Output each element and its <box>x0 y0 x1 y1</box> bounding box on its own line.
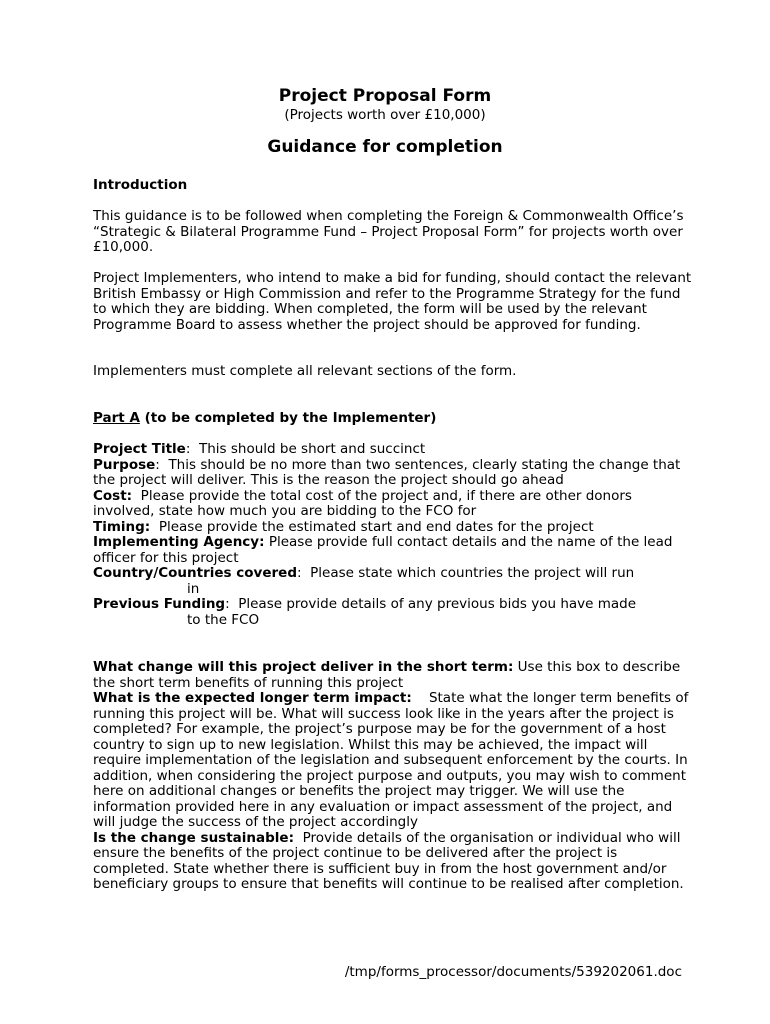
intro-paragraph-1-text: This guidance is to be followed when completing the Foreign & Commonwealth Office’s “Strategic & Bilateral Programme Fund – Project Proposal Form” for projects worth over £10,000. <box>93 208 684 255</box>
field-continuation: in <box>187 580 200 597</box>
field-sep: : <box>297 565 311 581</box>
question-text: State what the longer term benefits of running this project will be. What will success look like in the years after the project is completed? For example, the project’s purpose may be for the government of a host country to sign up to new legislation. Whilst this may be achieved, the impact will require implementation of the legislation and subsequent enforcement by the courts. In addition, when considering the project purpose and outputs, you may wish to comment here on additional changes or benefits the project may trigger. We will use the information provided here in any evaluation or impact assessment of the project, and will judge the success of the project accordingly <box>93 690 689 830</box>
question-sustainable <box>93 831 693 893</box>
field-sep <box>132 488 141 504</box>
field-text: Please provide the total cost of the project and, if there are other donors involved, state how much you are bidding to the FCO for <box>93 487 632 519</box>
question-text: Use this box to describe the short term benefits of running this project <box>93 659 681 691</box>
part-a-heading <box>93 411 693 427</box>
intro-paragraph-2-text: Project Implementers, who intend to make a bid for funding, should contact the relevant British Embassy or High Commission and refer to the Programme Strategy for the fund to which they are bidding. When completed, the form will be used by the relevant Programme Board to assess whether the project should be approved for funding. <box>93 270 692 333</box>
part-a-fields <box>93 442 693 628</box>
field-text: This should be short and succinct <box>198 441 426 457</box>
field-project-title <box>93 442 693 458</box>
field-continuation: to the FCO <box>187 611 260 628</box>
field-label: Project Title <box>93 441 186 457</box>
field-label: Implementing Agency: <box>93 534 265 550</box>
field-text: Please provide details of any previous bids you have made <box>238 596 637 612</box>
part-a-suffix: (to be completed by the Implementer) <box>139 410 437 426</box>
field-text: Please provide full contact details and the name of the lead officer for this project <box>93 534 673 566</box>
intro-paragraph-1 <box>93 209 693 256</box>
part-a-label: Part A <box>93 410 140 426</box>
field-label: Country/Countries covered <box>93 565 297 581</box>
field-countries-covered <box>93 566 693 597</box>
question-sep <box>412 690 429 706</box>
question-label: Is the change sustainable: <box>93 829 294 846</box>
field-cost <box>93 489 693 520</box>
field-label: Previous Funding <box>93 596 226 612</box>
guidance-heading: Guidance for completion <box>267 137 503 157</box>
field-label: Purpose <box>93 456 156 473</box>
page-subtitle: (Projects worth over £10,000) <box>284 107 486 123</box>
field-text: Please state which countries the project will run <box>310 565 635 581</box>
intro-paragraph-2 <box>93 271 693 333</box>
field-previous-funding <box>93 597 693 628</box>
field-purpose <box>93 458 693 489</box>
intro-heading-text: Introduction <box>93 177 188 193</box>
question-label: What change will this project deliver in the short term: <box>93 659 514 675</box>
intro-paragraph-3 <box>93 364 693 380</box>
field-sep <box>150 519 159 535</box>
field-text: This should be no more than two sentences, clearly stating the change that the project will deliver. This is the reason the project should go ahead <box>93 456 681 488</box>
question-longer-term <box>93 691 693 831</box>
field-label: Cost: <box>93 487 133 504</box>
field-text: Please provide the estimated start and end dates for the project <box>158 518 594 535</box>
field-implementing-agency <box>93 535 693 566</box>
question-short-term <box>93 660 693 691</box>
intro-heading <box>93 178 693 194</box>
questions-section <box>93 660 693 893</box>
field-sep: : <box>155 456 169 473</box>
footer-file-path: /tmp/forms_processor/documents/539202061.doc <box>344 964 682 980</box>
question-sep <box>294 830 303 846</box>
field-label: Timing: <box>93 518 151 535</box>
question-label: What is the expected longer term impact: <box>93 690 412 706</box>
page-title: Project Proposal Form <box>278 86 492 106</box>
field-sep: : <box>225 596 239 612</box>
intro-paragraph-3-text: Implementers must complete all relevant sections of the form. <box>93 363 517 379</box>
question-text: Provide details of the organisation or individual who will ensure the benefits of the project continue to be delivered after the project is completed. State whether there is sufficient buy in from the host government and/or beneficiary groups to ensure that benefits will continue to be realised after completion. <box>93 829 684 892</box>
field-timing <box>93 520 693 536</box>
field-sep: : <box>185 441 199 457</box>
